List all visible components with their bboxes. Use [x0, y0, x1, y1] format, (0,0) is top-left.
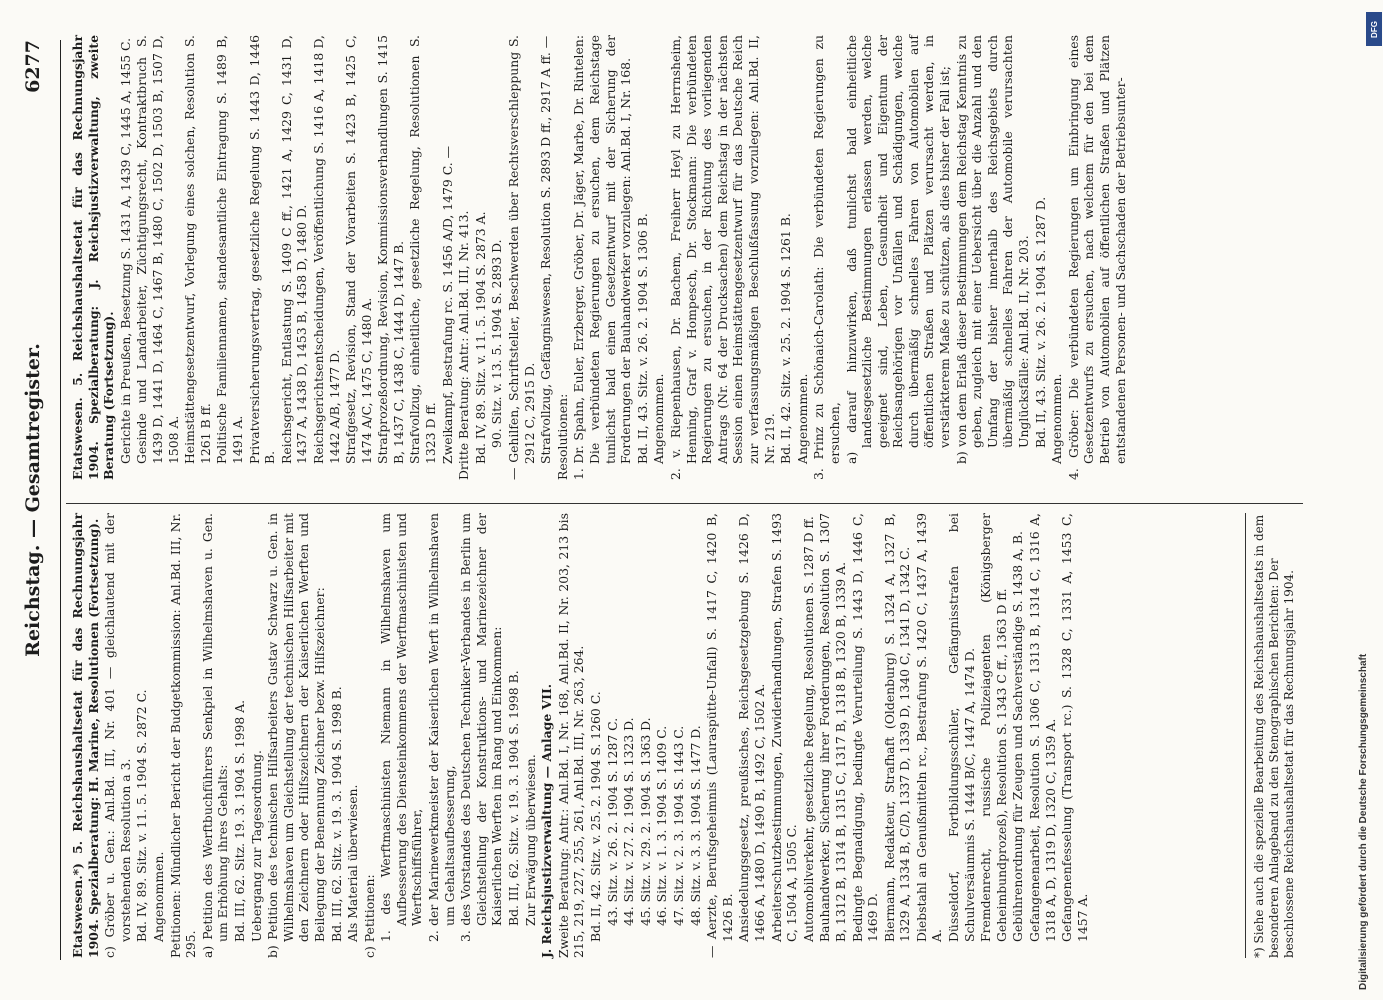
entry-paragraph: Als Material überwiesen.	[345, 784, 361, 942]
digitization-note: Digitalisierung gefördert durch die Deutsche Forschungsgemeinschaft	[1358, 653, 1369, 990]
entry-paragraph: — Gehilfen, Schriftsteller, Beschwerden über Rechtsverschleppung S. 2912 C, 2915 D.	[506, 35, 537, 480]
entry-paragraph: Strafprozeßordnung, Revision, Kommissionsverhandlungen S. 1415 B, 1437 C, 1438 C, 1444 D, 1447 B.	[375, 35, 406, 464]
entry-paragraph: c) Gröber u. Gen.: Anl.Bd. III, Nr. 401 — gleichlautend mit der vorstehenden Resolution a 3.	[102, 513, 133, 958]
column-divider	[66, 503, 1303, 504]
entry-paragraph: Gesinde und Landarbeiter, Züchtigungsrecht, Kontraktbruch S. 1439 D, 1441 D, 1464 C, 1467 B, 1480 C, 1502 D, 1503 B, 1507 D, 1508 A.	[134, 35, 181, 464]
entry-paragraph: Automobilverkehr, gesetzliche Regelung, Resolutionen S. 1287 D ff.	[800, 516, 816, 942]
entry-paragraph: Petitionen: Mündlicher Bericht der Budgetkommission: Anl.Bd. III, Nr. 295.	[167, 513, 199, 958]
entry-paragraph: Etatswesen. 5. Reichshaushaltsetat für das Rechnungsjahr 1904. Spezialberatung: J. Reichsjustizverwaltung, zweite Beratung (Fortsetzung).	[70, 35, 117, 480]
entry-paragraph: b) Petition des technischen Hilfsarbeiters Gustav Schwarz u. Gen. in Wilhelmshaven um Gleichstellung der technischen Hilfsarbeiter mit den Zeichnern oder Hilfszeichnern der Kaiserlichen Werften und Beilegung der Benennung Zeichner bezw. Hilfszeichner:	[265, 513, 327, 958]
entry-paragraph: c) Petitionen:	[361, 874, 377, 958]
entry-paragraph: Bd. II, 43. Sitz. v. 26. 2. 1904 S. 1306 B.	[634, 213, 650, 464]
entry-paragraph: Angenommen.	[651, 373, 667, 464]
entry-paragraph: — Aerzte, Berufsgeheimnis (Lauraspütte-Unfall) S. 1417 C, 1420 B, 1426 B.	[704, 513, 735, 958]
entry-paragraph: 90. Sitz. v. 13. 5. 1904 S. 2893 D.	[489, 239, 505, 448]
entry-paragraph: Strafgesetz, Revision, Stand der Vorarbeiten S. 1423 B, 1425 C, 1474 A/C, 1475 C, 1480 A.	[343, 35, 374, 464]
entry-paragraph: Dritte Beratung: Antr.: Anl.Bd. III, Nr. 413.	[456, 210, 472, 480]
entry-paragraph: Angenommen.	[1049, 373, 1065, 464]
header-rule	[60, 40, 61, 960]
entry-paragraph: Bd. III, 62. Sitz. v. 19. 3. 1904 S. 1998 B.	[328, 686, 344, 942]
entry-paragraph: 44. Sitz. v. 27. 2. 1904 S. 1323 D.	[621, 717, 637, 926]
entry-paragraph: Düsseldorf, Fortbildungsschüler, Gefängnisstrafen bei Schulversäumnis S. 1444 B/C, 1447 A, 1474 D.	[946, 513, 977, 942]
entry-paragraph: 1. des Werftmaschinisten Niemann in Wilhelmshaven um Aufbesserung des Diensteinkommens der Werftmaschinisten und Werftschiffsführer,	[378, 513, 425, 942]
entry-paragraph: Arbeiterschutzbestimmungen, Zuwiderhandlungen, Strafen S. 1493 C, 1504 A, 1505 C.	[768, 513, 800, 942]
page-number: 6277	[22, 40, 44, 93]
entry-paragraph: Bd. II, 42. Sitz. v. 25. 2. 1904 S. 1260 C.	[588, 691, 603, 942]
entry-paragraph: Heimstättengesetzentwurf, Vorlegung eines solchen, Resolution S. 1261 B ff.	[182, 35, 213, 464]
entry-paragraph: Gefangenenarbeit, Resolution S. 1306 C, 1313 B, 1314 C, 1316 A, 1318 A, D, 1319 D, 1320 C, 1359 A.	[1027, 513, 1058, 942]
entry-paragraph: 48. Sitz. v. 3. 3. 1904 S. 1477 D.	[687, 725, 703, 926]
entry-paragraph: Resolutionen:	[554, 393, 570, 480]
entry-paragraph: Uebergang zur Tagesordnung.	[248, 750, 264, 942]
entry-paragraph: 45. Sitz. v. 29. 2. 1904 S. 1363 D.	[637, 717, 653, 926]
entry-paragraph: Zweite Beratung: Antr.: Anl.Bd. I, Nr. 168, Anl.Bd. II, Nr. 203, 213 bis 215, 219, 227, 255, 261, Anl.Bd. III, Nr. 263, 264.	[555, 513, 587, 958]
page-header	[14, 40, 54, 960]
right-column	[70, 35, 1129, 480]
entry-paragraph: Angenommen.	[150, 851, 166, 942]
entry-paragraph: Gebührenordnung für Zeugen und Sachverständige S. 1438 A, B.	[1010, 531, 1026, 942]
entry-paragraph: Angenommen.	[794, 373, 810, 464]
entry-paragraph: Gefangenenfesselung (Transport rc.) S. 1328 C, 1331 A, 1453 C, 1457 A.	[1059, 513, 1090, 942]
entry-paragraph: Etatswesen.*) 5. Reichshaushaltsetat für das Rechnungsjahr 1904. Spezialberatung: H. Marine, Resolutionen (Fortsetzung).	[70, 513, 101, 958]
entry-paragraph: 2. v. Riepenhausen, Dr. Bachem, Freiherr Heyl zu Herrnsheim, Henning, Graf v. Hompesch, Dr. Stockmann: Die verbündeten Regierungen zu ersuchen, in der Richtung des vorliegenden Antrags (Nr. 64 der Drucksachen) dem Reichstag in der nächsten Session einen Heimstättengesetzentwurf für das Deutsche Reich zur verfassungsmäßigen Beschlußfassung vorzulegen: Anl.Bd. II, Nr. 219.	[667, 35, 777, 480]
entry-paragraph: Fremdenrecht, russische Polizeiagenten (Königsberger Geheimbundprozeß), Resolution S. 1343 C ff., 1363 D ff.	[978, 513, 1009, 942]
dfg-logo-text: DFG	[1369, 20, 1379, 38]
left-column	[70, 513, 1091, 958]
entry-paragraph: Gerichte in Preußen, Besetzung S. 1431 A, 1439 C, 1445 A, 1455 C.	[117, 37, 133, 464]
entry-paragraph: Biermann, Redakteur, Strafhaft (Oldenburg) S. 1324 A, 1327 B, 1329 A, 1334 B, C/D, 1337 D, 1339 D, 1340 C, 1341 D, 1342 C.	[881, 513, 913, 942]
entry-paragraph: 1. Dr. Spahn, Euler, Erzberger, Gröber, Dr. Jäger, Marbe, Dr. Rintelen: Die verbündeten Regierungen zu ersuchen, dem Reichstage tunlichst bald einen Gesetzentwurf mit der Sicherung der Forderungen der Bauhandwerker vorzulegen: Anl.Bd. I, Nr. 168.	[571, 35, 634, 480]
entry-paragraph: 3. Prinz zu Schönaich-Carolath: Die verbündeten Regierungen zu ersuchen,	[811, 35, 842, 480]
entry-paragraph: Bd. II, 42. Sitz. v. 25. 2. 1904 S. 1261 B.	[778, 213, 794, 464]
entry-paragraph: 47. Sitz. v. 2. 3. 1904 S. 1443 C.	[670, 725, 686, 926]
entry-paragraph: Bd. III, 62. Sitz. v. 19. 3. 1904 S. 1998 B.	[506, 670, 522, 926]
entry-paragraph: a) Petition des Werftbuchführers Senkpiel in Wilhelmshaven u. Gen. um Erhöhung ihres Gehalts:	[199, 513, 231, 958]
entry-paragraph: 46. Sitz. v. 1. 3. 1904 S. 1409 C.	[654, 725, 670, 926]
entry-paragraph: Diebstahl an Genußmitteln rc., Bestrafung S. 1420 C, 1437 A, 1439 A.	[913, 513, 945, 942]
entry-paragraph: Bd. II, 43. Sitz. v. 26. 2. 1904 S. 1287 D.	[1032, 196, 1048, 448]
entry-paragraph: Politische Familiennamen, standesamtliche Eintragung S. 1489 B, 1491 A.	[214, 35, 245, 464]
entry-paragraph: Bd. IV, 89. Sitz. v. 11. 5. 1904 S. 2872 C.	[134, 689, 150, 942]
entry-paragraph: Strafvollzug, Gefängniswesen, Resolution S. 2893 D ff., 2917 A ff. —	[538, 35, 554, 464]
entry-paragraph: 4. Gröber: Die verbündeten Regierungen um Einbringung eines Gesetzentwurfs zu ersuchen, nach welchem für den bei dem Betrieb von Automobilen auf öffentlichen Straßen und Plätzen entstandenen Personen- und Sachschaden der Betriebsunter-	[1065, 35, 1128, 480]
entry-paragraph: a) darauf hinzuwirken, daß tunlichst bald einheitliche landesgesetzliche Bestimmungen erlassen werden, welche geeignet sind, Leben, Gesundheit und Eigentum der Reichsangehörigen vor Unfällen und Schädigungen, welche durch übermäßig schnelles Fahren von Automobilen auf öffentlichen Straßen und Plätzen verursacht werden, in verstärkterem Maße zu schützen, als dies bisher der Fall ist;	[843, 35, 953, 464]
entry-paragraph: Bauhandwerker, Sicherung ihrer Forderungen, Resolution S. 1307 B, 1312 B, 1314 B, 1315 C, 1317 B, 1318 B, 1320 B, 1339 A.	[817, 513, 848, 942]
dfg-logo	[1366, 12, 1382, 46]
entry-paragraph: 3. des Vorstandes des Deutschen Techniker-Verbandes in Berlin um Gleichstellung der Konstruktions- und Marinezeichner der Kaiserlichen Werften im Rang und Einkommen:	[458, 513, 505, 942]
entry-paragraph: Zweikampf, Bestrafung rc. S. 1456 A/D, 1479 C. —	[439, 145, 455, 464]
entry-paragraph: Reichsgericht, Entlastung S. 1409 C ff., 1421 A, 1429 C, 1431 D, 1437 A, 1438 D, 1453 B, 1458 D, 1480 D.	[278, 35, 310, 464]
entry-paragraph: Bedingte Begnadigung, bedingte Verurteilung S. 1443 D, 1446 C, 1469 D.	[849, 513, 881, 942]
entry-paragraph: Zur Erwägung überwiesen.	[522, 754, 538, 926]
entry-paragraph: 2. der Marinewerkmeister der Kaiserlichen Werft in Wilhelmshaven um Gehaltsaufbesserung,	[426, 513, 457, 942]
entry-paragraph: Privatversicherungsvertrag, gesetzliche Regelung S. 1443 D, 1446 B.	[246, 35, 278, 464]
entry-paragraph: 43. Sitz. v. 26. 2. 1904 S. 1287 C.	[604, 717, 620, 926]
running-title: Reichstag. — Gesamtregister.	[22, 343, 44, 657]
entry-paragraph: Ansiedelungsgesetz, preußisches, Reichsgesetzgebung S. 1426 D, 1466 A, 1480 D, 1490 B, 1492 C, 1502 A.	[736, 513, 767, 942]
entry-paragraph: b) von dem Erlaß dieser Bestimmungen dem Reichstag Kenntnis zu geben, zugleich mit einer Uebersicht über die Anzahl und den Umfang der bisher innerhalb des Reichsgebiets durch übermäßig schnelles Fahren der Automobile verursachten Unglücksfälle: Anl.Bd. II, Nr. 203.	[953, 35, 1032, 464]
entry-paragraph: Strafvollzug, einheitliche, gesetzliche Regelung, Resolutionen S. 1323 D ff.	[407, 35, 439, 464]
entry-paragraph: Bd. III, 62. Sitz. 19. 3. 1904 S. 1998 A.	[231, 699, 247, 942]
entry-paragraph: Bd. IV, 89. Sitz. v. 11. 5. 1904 S. 2873 A.	[472, 211, 488, 464]
entry-paragraph: Reichsgerichtsentscheidungen, Veröffentlichung S. 1416 A, 1418 D, 1442 A/B, 1477 D.	[310, 35, 342, 464]
footnote: *) Siehe auch die spezielle Bearbeitung des Reichshaushaltsetats in dem besonderen Anlageband zu den Stenographischen Berichten: Der beschlossene Reichshaushaltsetat für das Rechnungsjahr 1904.	[1245, 513, 1297, 958]
entry-paragraph: J. Reichsjustizverwaltung — Anlage VII.	[539, 683, 555, 958]
